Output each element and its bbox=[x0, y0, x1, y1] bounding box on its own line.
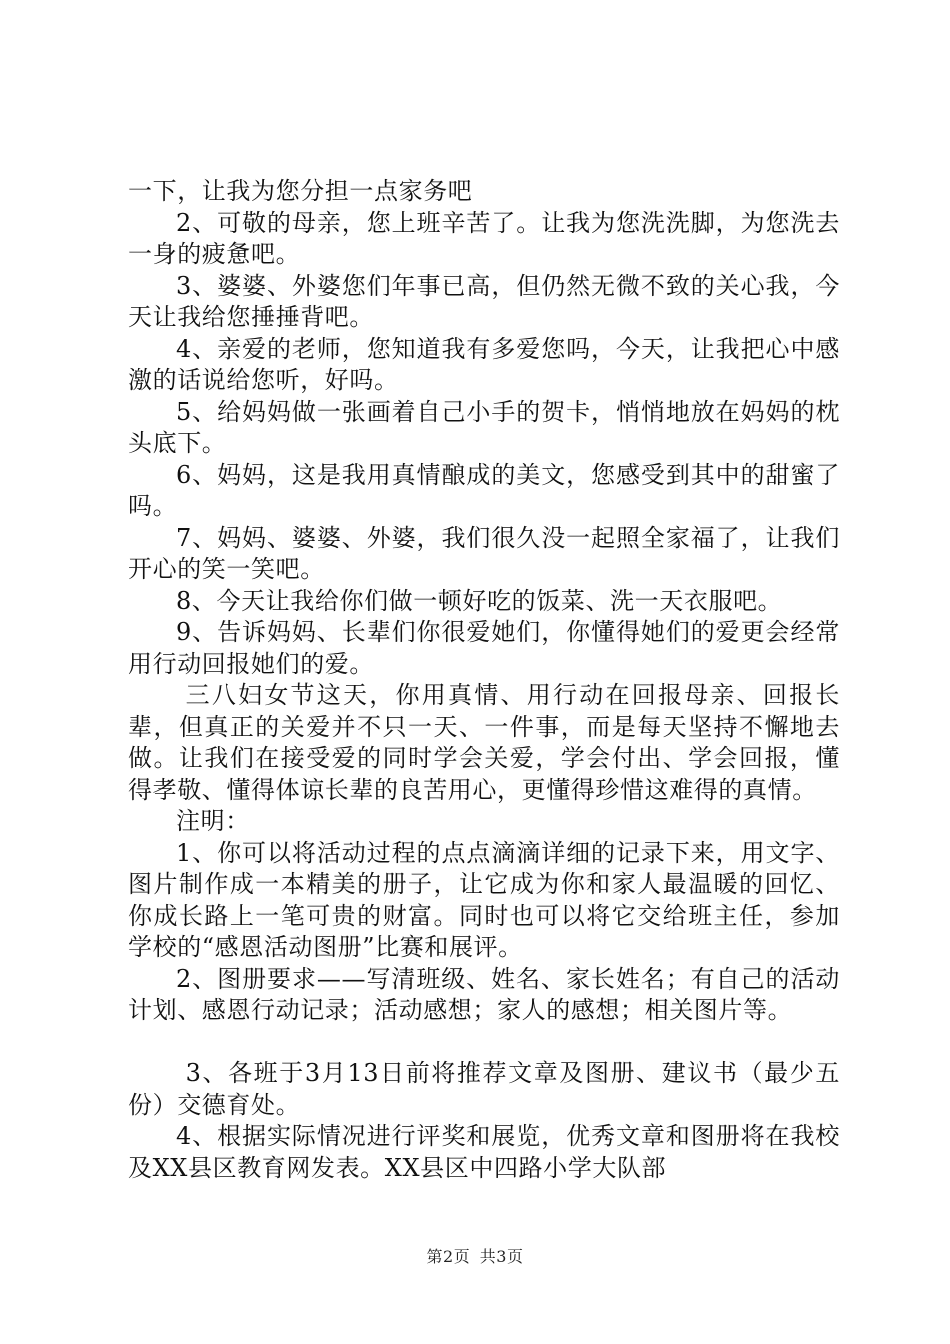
list-item-5: 5、给妈妈做一张画着自己小手的贺卡，悄悄地放在妈妈的枕头底下。 bbox=[128, 397, 840, 457]
blank-line bbox=[128, 1027, 840, 1059]
note-item-1: 1、你可以将活动过程的点点滴滴详细的记录下来，用文字、图片制作成一本精美的册子，让它成为你和家人最温暖的回忆、你成长路上一笔可贵的财富。同时也可以将它交给班主任，参加学校的“感恩活动图册”比赛和展评。 bbox=[128, 838, 840, 961]
note-item-4: 4、根据实际情况进行评奖和展览，优秀文章和图册将在我校及XX县区教育网发表。XX县区中四路小学大队部 bbox=[128, 1122, 840, 1182]
list-item-3: 3、婆婆、外婆您们年事已高，但仍然无微不致的关心我，今天让我给您捶捶背吧。 bbox=[128, 271, 840, 331]
page-total: 共3页 bbox=[479, 1247, 524, 1266]
list-item-9: 9、告诉妈妈、长辈们你很爱她们，你懂得她们的爱更会经常用行动回报她们的爱。 bbox=[128, 618, 840, 678]
paragraph-continuation: 一下，让我为您分担一点家务吧 bbox=[128, 177, 473, 205]
page-footer bbox=[0, 1244, 950, 1267]
document-body bbox=[128, 176, 840, 1184]
note-item-2: 2、图册要求——写清班级、姓名、家长姓名；有自己的活动计划、感恩行动记录；活动感想；家人的感想；相关图片等。 bbox=[128, 964, 840, 1024]
list-item-8: 8、今天让我给你们做一顿好吃的饭菜、洗一天衣服吧。 bbox=[176, 586, 783, 615]
summary-paragraph: 三八妇女节这天，你用真情、用行动在回报母亲、回报长辈，但真正的关爱并不只一天、一件事，而是每天坚持不懈地去做。让我们在接受爱的同时学会关爱，学会付出、学会回报，懂得孝敬、懂得体谅长辈的良苦用心，更懂得珍惜这难得的真情。 bbox=[128, 681, 840, 804]
notes-heading: 注明： bbox=[176, 807, 250, 835]
list-item-7: 7、妈妈、婆婆、外婆，我们很久没一起照全家福了，让我们开心的笑一笑吧。 bbox=[128, 523, 840, 583]
note-item-3: 3、各班于3月13日前将推荐文章及图册、建议书（最少五份）交德育处。 bbox=[128, 1059, 840, 1119]
list-item-4: 4、亲爱的老师，您知道我有多爱您吗，今天，让我把心中感激的话说给您听，好吗。 bbox=[128, 334, 840, 394]
list-item-6: 6、妈妈，这是我用真情酿成的美文，您感受到其中的甜蜜了吗。 bbox=[128, 460, 840, 520]
page-number: 第2页 bbox=[426, 1247, 471, 1266]
list-item-2: 2、可敬的母亲，您上班辛苦了。让我为您洗洗脚，为您洗去一身的疲惫吧。 bbox=[128, 208, 840, 268]
